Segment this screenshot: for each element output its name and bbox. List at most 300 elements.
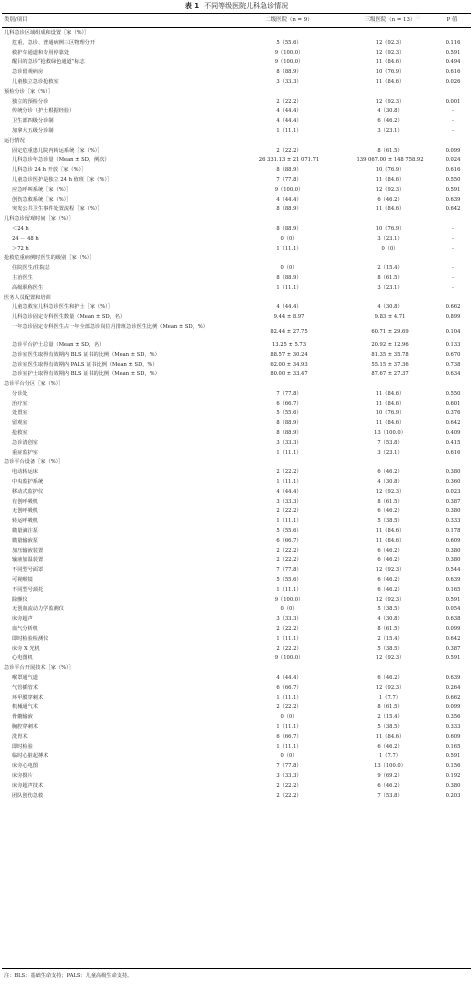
- row-label: 留观室: [12, 420, 28, 427]
- p-value: -: [452, 274, 454, 281]
- table-row: [0, 303, 473, 313]
- tertiary-value: 7（53.8）: [377, 439, 403, 446]
- secondary-value: 1（11.1）: [276, 635, 302, 642]
- tertiary-value: 8（61.5）: [377, 704, 403, 711]
- p-value: 0.609: [445, 733, 461, 740]
- table-row: [0, 605, 473, 615]
- section-header-row: [0, 88, 473, 98]
- p-value: 0.380: [445, 508, 461, 515]
- row-label: 预检分诊［家（%）］: [4, 88, 54, 95]
- tertiary-value: 1（7.7）: [379, 753, 401, 760]
- p-value: 0.591: [445, 596, 461, 603]
- p-value: -: [452, 108, 454, 115]
- row-label: 儿童急救室儿科急诊医生和护士［家（%）］: [12, 304, 113, 311]
- p-value: 0.634: [445, 371, 461, 378]
- p-value: 0.380: [445, 557, 461, 564]
- table-row: [0, 284, 473, 294]
- row-label: 运行情况: [4, 137, 25, 144]
- table-row: [0, 586, 473, 596]
- table-row: [0, 429, 473, 439]
- secondary-value: 5（55.6）: [276, 39, 302, 46]
- row-label: 救护车通道和专用停靠处: [12, 49, 70, 56]
- tertiary-value: 2（15.4）: [377, 635, 403, 642]
- secondary-value: 0（0）: [280, 606, 298, 613]
- p-value: 0.609: [445, 537, 461, 544]
- p-value: 0.616: [445, 449, 461, 456]
- secondary-value: 3（33.3）: [276, 439, 302, 446]
- table-row: [0, 547, 473, 557]
- tertiary-value: 2（15.4）: [377, 714, 403, 721]
- tertiary-value: 5（38.5）: [377, 645, 403, 652]
- tertiary-value: 12（92.3）: [375, 596, 405, 603]
- tertiary-value: 11（84.6）: [375, 78, 405, 85]
- secondary-value: 5（55.6）: [276, 577, 302, 584]
- table-title: [0, 1, 473, 11]
- tertiary-value: 8（61.5）: [377, 498, 403, 505]
- row-label: 气管插管术: [12, 684, 38, 691]
- table-row: [0, 409, 473, 419]
- tertiary-value: 12（92.3）: [375, 684, 405, 691]
- row-label: 加拿大五级分诊制: [12, 127, 54, 134]
- secondary-value: 2（22.2）: [276, 782, 302, 789]
- secondary-value: 4（44.4）: [276, 108, 302, 115]
- tertiary-value: 139 067.00 ± 148 758.92: [356, 157, 424, 164]
- section-header-row: [0, 137, 473, 147]
- p-value: 0.616: [445, 167, 461, 174]
- table-row: [0, 468, 473, 478]
- row-label: 传统分诊（护士根据经验）: [12, 108, 75, 115]
- section-header-row: [0, 380, 473, 390]
- tertiary-value: 11（84.6）: [375, 537, 405, 544]
- tertiary-value: 12（92.3）: [375, 567, 405, 574]
- table-row: [0, 264, 473, 274]
- row-label: 即时检验: [12, 743, 33, 750]
- row-label: 输液加温装置: [12, 557, 44, 564]
- row-label: 儿科急诊固定专科医生数量（Mean ± SD，名）: [12, 314, 126, 321]
- secondary-value: 2（22.2）: [276, 547, 302, 554]
- row-label: 急诊平台分区［家（%）］: [4, 381, 64, 388]
- secondary-value: 2（22.2）: [276, 626, 302, 633]
- tertiary-value: 3（23.1）: [377, 449, 403, 456]
- row-label: 洗胃术: [12, 733, 28, 740]
- p-value: 0.639: [445, 196, 461, 203]
- secondary-value: 0（0）: [280, 714, 298, 721]
- row-label: 危重、急诊、普通病例三区物理分开: [12, 39, 96, 46]
- p-value: 0.054: [445, 606, 461, 613]
- table-row: [0, 792, 473, 802]
- p-value: 0.662: [445, 694, 461, 701]
- secondary-value: 6（66.7）: [276, 684, 302, 691]
- table-row: [0, 752, 473, 762]
- row-label: 儿科急诊年急诊量（Mean ± SD，例次）: [12, 157, 110, 164]
- p-value: 0.415: [445, 439, 461, 446]
- tertiary-value: 6（46.2）: [377, 196, 403, 203]
- table-row: [0, 439, 473, 449]
- tertiary-value: 11（84.6）: [375, 733, 405, 740]
- p-value: 0.670: [445, 351, 461, 358]
- p-value: 0.591: [445, 49, 461, 56]
- table-row: [0, 313, 473, 323]
- secondary-value: 9（100.0）: [274, 186, 304, 193]
- secondary-value: 88.57 ± 30.24: [270, 351, 308, 358]
- row-label: 主治医生: [12, 274, 33, 281]
- tertiary-value: 12（92.3）: [375, 39, 405, 46]
- p-value: 0.616: [445, 69, 461, 76]
- row-label: 床旁超声技术: [12, 782, 44, 789]
- table-row: [0, 370, 473, 380]
- tertiary-value: 10（76.9）: [375, 167, 405, 174]
- table-row: [0, 107, 473, 117]
- section-header-row: [0, 254, 473, 264]
- table-row: [0, 117, 473, 127]
- row-label: 中央监护系统: [12, 479, 44, 486]
- secondary-value: 7（77.8）: [276, 176, 302, 183]
- secondary-value: 9（100.0）: [274, 596, 304, 603]
- secondary-value: 2（22.2）: [276, 704, 302, 711]
- row-label: 团队创伤急救: [12, 792, 44, 799]
- tertiary-value: 6（46.2）: [377, 675, 403, 681]
- p-value: 0.333: [445, 518, 461, 525]
- tertiary-value: 3（23.1）: [377, 284, 403, 291]
- row-label: 应急呼叫系统［家（%）］: [12, 186, 72, 193]
- tertiary-value: 60.71 ± 29.69: [371, 328, 409, 335]
- tertiary-value: 4（30.8）: [377, 616, 403, 623]
- secondary-value: 1（11.1）: [276, 449, 302, 456]
- p-value: 0.203: [445, 792, 461, 799]
- p-value: 0.380: [445, 782, 461, 789]
- row-label: 微量输液泵: [12, 537, 38, 544]
- tertiary-value: 6（46.2）: [377, 577, 403, 584]
- watermark-icon: ⊙: [416, 15, 421, 21]
- row-label: 急诊清创室: [12, 439, 38, 446]
- p-value: 0.409: [445, 430, 461, 437]
- section-header-row: [0, 215, 473, 225]
- table-row: [0, 723, 473, 733]
- table-row: [0, 488, 473, 498]
- tertiary-value: 12（92.3）: [375, 98, 405, 105]
- secondary-value: 1（11.1）: [276, 518, 302, 525]
- table-number: 表 1: [184, 2, 200, 10]
- secondary-value: 7（77.8）: [276, 763, 302, 770]
- secondary-value: 1（11.1）: [276, 586, 302, 593]
- tertiary-value: 12（92.3）: [375, 655, 405, 662]
- p-value: 0.738: [445, 361, 461, 368]
- p-value: 0.165: [445, 586, 461, 593]
- table-row: [0, 527, 473, 537]
- tertiary-value: 11（84.6）: [375, 176, 405, 183]
- row-label: 创伤急救系统［家（%）］: [12, 196, 72, 203]
- table-row: [0, 596, 473, 606]
- table-row: [0, 341, 473, 351]
- table-row: [0, 205, 473, 215]
- secondary-value: 8（88.9）: [276, 420, 302, 427]
- row-label: 急诊室护士取得有效期内 BLS 证书的比例（Mean ± SD，%）: [12, 371, 160, 378]
- secondary-value: 4（44.4）: [276, 488, 302, 495]
- table-row: [0, 351, 473, 361]
- row-label: 突发公共卫生事件处置流程［家（%）］: [12, 206, 103, 213]
- table-row: [0, 58, 473, 68]
- p-value: 0.264: [445, 684, 461, 691]
- tertiary-value: 4（30.8）: [377, 108, 403, 115]
- table-row: [0, 645, 473, 655]
- tertiary-value: 87.67 ± 27.37: [371, 371, 409, 378]
- row-label: 微量滴注泵: [12, 528, 38, 535]
- secondary-value: 1（11.1）: [276, 694, 302, 701]
- tertiary-value: 11（84.6）: [375, 528, 405, 535]
- tertiary-value: 13（100.0）: [374, 430, 406, 437]
- secondary-value: 2（22.2）: [276, 147, 302, 154]
- row-label: 机械通气术: [12, 704, 38, 711]
- p-value: 0.001: [445, 98, 461, 105]
- table-row: [0, 323, 473, 341]
- row-label: 电动转运床: [12, 469, 38, 476]
- row-label: 胸腔穿刺术: [12, 723, 38, 730]
- row-label: 儿科急诊留观时间［家（%）］: [4, 216, 74, 223]
- section-header-row: [0, 294, 473, 304]
- row-label: 床旁超声: [12, 616, 33, 623]
- row-label: 卫生部四级分诊制: [12, 118, 54, 125]
- p-value: 0.099: [445, 626, 461, 633]
- tertiary-value: 6（46.2）: [377, 547, 403, 554]
- row-label: 临时心脏起搏术: [12, 753, 49, 760]
- section-header-row: [0, 29, 473, 39]
- secondary-value: 2（22.2）: [276, 557, 302, 564]
- p-value: 0.116: [445, 39, 461, 46]
- table-body: [0, 29, 473, 801]
- p-value: 0.333: [445, 723, 461, 730]
- row-label: 急诊室医生取得有效期内 BLS 证书的比例（Mean ± SD，%）: [12, 351, 160, 358]
- p-value: 0.023: [445, 488, 461, 495]
- row-label: 床旁 X 光机: [12, 645, 40, 652]
- table-row: [0, 186, 473, 196]
- p-value: -: [452, 118, 454, 125]
- section-header-row: [0, 664, 473, 674]
- header-tertiary-hospital: 三级医院（n = 13）: [364, 17, 416, 23]
- table-row: [0, 400, 473, 410]
- row-label: 处置室: [12, 410, 28, 417]
- secondary-value: 8（88.9）: [276, 69, 302, 76]
- secondary-value: 1（11.1）: [276, 245, 302, 252]
- secondary-value: 0（0）: [280, 265, 298, 272]
- tertiary-value: 12（92.3）: [375, 488, 405, 495]
- table-row: [0, 390, 473, 400]
- table-row: [0, 68, 473, 78]
- section-header-row: [0, 458, 473, 468]
- table-row: [0, 235, 473, 245]
- row-label: 急诊留观病房: [12, 69, 44, 76]
- header-secondary-hospital: 二级医院（n = 9）: [265, 17, 313, 23]
- table-row: [0, 625, 473, 635]
- p-value: -: [452, 225, 454, 232]
- tertiary-value: 1（7.7）: [379, 694, 401, 701]
- secondary-value: 6（66.7）: [276, 537, 302, 544]
- secondary-value: 4（44.4）: [276, 304, 302, 311]
- table-footnote: 注：BLS：基础生命支持；PALS：儿童高级生命支持。: [4, 973, 133, 979]
- secondary-value: 1（11.1）: [276, 723, 302, 730]
- table-row: [0, 166, 473, 176]
- table-row: [0, 703, 473, 713]
- row-label: 不同型号颈托: [12, 586, 44, 593]
- p-value: 0.178: [445, 528, 461, 535]
- secondary-value: 5（55.6）: [276, 410, 302, 417]
- p-value: 0.638: [445, 616, 461, 623]
- tertiary-value: 11（84.6）: [375, 420, 405, 427]
- tertiary-value: 6（46.2）: [377, 586, 403, 593]
- tertiary-value: 8（61.5）: [377, 274, 403, 281]
- tertiary-value: 55.15 ± 37.36: [371, 361, 409, 368]
- table-row: [0, 127, 473, 137]
- secondary-value: 26 331.13 ± 21 071.71: [258, 157, 320, 164]
- p-value: 0.642: [445, 206, 461, 213]
- p-value: 0.165: [445, 743, 461, 750]
- secondary-value: 8（88.9）: [276, 206, 302, 213]
- row-label: 儿科急诊 24 h 开放［家（%）］: [12, 167, 87, 174]
- p-value: 0.642: [445, 420, 461, 427]
- p-value: -: [452, 127, 454, 134]
- table-row: [0, 772, 473, 782]
- secondary-value: 1（11.1）: [276, 284, 302, 291]
- row-label: 住院医生/住院总: [12, 265, 51, 272]
- secondary-value: 6（66.7）: [276, 400, 302, 407]
- tertiary-value: 10（76.9）: [375, 225, 405, 232]
- secondary-value: 8（88.9）: [276, 167, 302, 174]
- secondary-value: 5（55.6）: [276, 528, 302, 535]
- tertiary-value: 6（46.2）: [377, 743, 403, 750]
- p-value: 0.601: [445, 400, 461, 407]
- row-label: 醒目的急诊“抢救绿色通道”标志: [12, 59, 85, 66]
- tertiary-value: 4（30.8）: [377, 304, 403, 311]
- p-value: 0.642: [445, 635, 461, 642]
- secondary-value: 7（77.8）: [276, 390, 302, 397]
- p-value: 0.099: [445, 704, 461, 711]
- p-value: 0.639: [445, 675, 461, 681]
- p-value: 0.387: [445, 645, 461, 652]
- table-row: [0, 78, 473, 88]
- p-value: 0.360: [445, 479, 461, 486]
- tertiary-value: 11（84.6）: [375, 206, 405, 213]
- table-row: [0, 419, 473, 429]
- tertiary-value: 12（92.3）: [375, 186, 405, 193]
- p-value: 0.380: [445, 547, 461, 554]
- table-row: [0, 517, 473, 527]
- row-label: 不同型号面罩: [12, 567, 44, 574]
- secondary-value: 1（11.1）: [276, 743, 302, 750]
- row-label: 急诊平台开展技术［家（%）］: [4, 665, 74, 672]
- row-label: 儿科急诊区域组成和设置［家（%）］: [4, 30, 90, 36]
- secondary-value: 4（44.4）: [276, 118, 302, 125]
- p-value: 0.156: [445, 763, 461, 770]
- row-label: 血气分析机: [12, 626, 38, 633]
- secondary-value: 9（100.0）: [274, 59, 304, 66]
- p-value: 0.026: [445, 78, 461, 85]
- row-label: 医务人员配置和培训: [4, 294, 51, 301]
- table-row: [0, 449, 473, 459]
- secondary-value: 1（11.1）: [276, 479, 302, 486]
- p-value: -: [452, 235, 454, 242]
- row-label: 环甲膜穿刺术: [12, 694, 44, 701]
- table-row: [0, 674, 473, 684]
- table-row: [0, 556, 473, 566]
- tertiary-value: 11（84.6）: [375, 59, 405, 66]
- tertiary-value: 0（0）: [381, 245, 399, 252]
- secondary-value: 2（22.2）: [276, 645, 302, 652]
- table-row: [0, 743, 473, 753]
- table-row: [0, 245, 473, 255]
- secondary-value: 8（88.9）: [276, 225, 302, 232]
- header-p-value: P 值: [446, 17, 458, 23]
- row-label: 重症监护室: [12, 449, 38, 456]
- p-value: 0.099: [445, 147, 461, 154]
- row-label: 转运呼吸机: [12, 518, 38, 525]
- secondary-value: 3（33.3）: [276, 772, 302, 779]
- secondary-value: 3（33.3）: [276, 616, 302, 623]
- row-label: 床旁心电图: [12, 763, 38, 770]
- p-value: 0.104: [445, 328, 461, 335]
- secondary-value: 6（66.7）: [276, 733, 302, 740]
- table-row: [0, 733, 473, 743]
- row-label: 移动式监护仪: [12, 488, 44, 495]
- secondary-value: 8（88.9）: [276, 430, 302, 437]
- table-row: [0, 782, 473, 792]
- secondary-value: 80.00 ± 33.47: [270, 371, 308, 378]
- table-row: [0, 39, 473, 49]
- p-value: 0.024: [445, 157, 461, 164]
- row-label: 喉罩通气道: [12, 675, 38, 681]
- p-value: 0.899: [445, 314, 461, 321]
- secondary-value: 9（100.0）: [274, 49, 304, 56]
- tertiary-value: 13（100.0）: [374, 763, 406, 770]
- table-title-text: 不同等级医院儿科急诊情况: [204, 2, 289, 10]
- row-label: ＞72 h: [12, 245, 29, 252]
- table-row: [0, 507, 473, 517]
- row-label: 独立的预检分诊: [12, 98, 49, 105]
- p-value: 0.356: [445, 714, 461, 721]
- p-value: 0.494: [445, 59, 461, 66]
- tertiary-value: 11（84.6）: [375, 400, 405, 407]
- table-row: [0, 156, 473, 166]
- row-label: 急诊平台设备［家（%）］: [4, 459, 64, 466]
- row-label: 分诊处: [12, 390, 28, 397]
- row-label: 高级职称医生: [12, 284, 44, 291]
- p-value: 0.550: [445, 390, 461, 397]
- tertiary-value: 5（38.5）: [377, 518, 403, 525]
- row-label: 急诊室医生取得有效期内 PALS 证书比例（Mean ± SD，%）: [12, 361, 158, 368]
- secondary-value: 4（44.4）: [276, 196, 302, 203]
- p-value: -: [452, 265, 454, 272]
- tertiary-value: 6（46.2）: [377, 508, 403, 515]
- secondary-value: 2（22.2）: [276, 469, 302, 476]
- table-row: [0, 196, 473, 206]
- p-value: 0.591: [445, 186, 461, 193]
- row-label: 治疗室: [12, 400, 28, 407]
- secondary-value: 82.44 ± 27.75: [270, 328, 308, 335]
- table-row: [0, 713, 473, 723]
- p-value: 0.544: [445, 567, 461, 574]
- tertiary-value: 10（76.9）: [375, 69, 405, 76]
- table-row: [0, 147, 473, 157]
- row-label: 急诊平台护士总量（Mean ± SD，名）: [12, 341, 105, 348]
- tertiary-value: 3（23.1）: [377, 235, 403, 242]
- tertiary-value: 6（46.2）: [377, 118, 403, 125]
- table-row: [0, 274, 473, 284]
- row-label: 儿童独立急诊抢救室: [12, 78, 59, 85]
- p-value: 0.376: [445, 410, 461, 417]
- table-row: [0, 98, 473, 108]
- table-row: [0, 225, 473, 235]
- row-label: 抢救室: [12, 430, 28, 437]
- tertiary-value: 81.35 ± 35.78: [371, 351, 409, 358]
- tertiary-value: 7（53.8）: [377, 792, 403, 799]
